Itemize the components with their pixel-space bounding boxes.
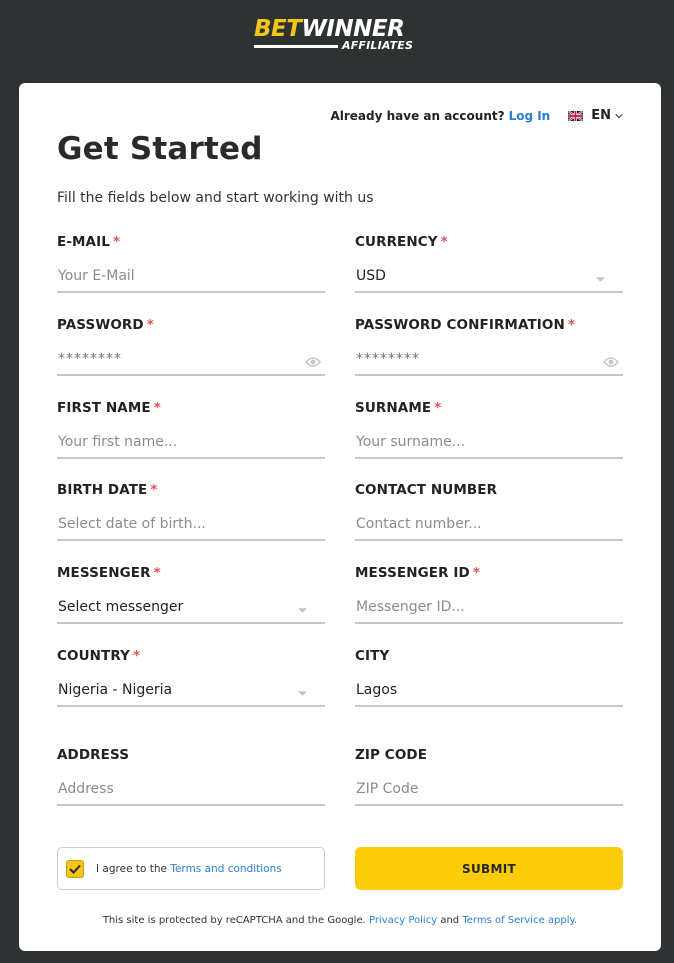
address-field — [57, 747, 325, 817]
password-label: PASSWORD — [57, 317, 144, 333]
first-name-field — [57, 400, 325, 470]
required-marker: * — [440, 234, 448, 250]
birth-date-input[interactable]: Select date of birth... — [57, 509, 325, 541]
recaptcha-notice — [19, 915, 661, 926]
eye-icon[interactable] — [305, 356, 321, 368]
first-name-input[interactable]: Your first name... — [57, 427, 325, 459]
logo-bet-text: BET — [254, 16, 302, 42]
messenger-select[interactable]: Select messenger — [57, 592, 325, 624]
dropdown-caret-icon — [596, 277, 605, 282]
required-marker: * — [133, 648, 141, 664]
account-bar — [330, 108, 623, 123]
currency-select[interactable]: USD — [355, 261, 623, 293]
agree-prefix: I agree to the — [96, 862, 167, 875]
privacy-policy-link[interactable]: Privacy Policy — [368, 915, 438, 926]
contact-number-field — [355, 482, 623, 552]
messenger-id-label: MESSENGER ID — [355, 565, 470, 581]
terms-link[interactable]: Terms and conditions — [170, 862, 282, 875]
language-code: EN — [591, 108, 611, 123]
chevron-down-icon — [615, 112, 623, 120]
email-input[interactable]: Your E-Mail — [57, 261, 325, 293]
birth-date-field — [57, 482, 325, 552]
required-marker: * — [112, 234, 121, 250]
eye-icon[interactable] — [603, 356, 619, 368]
logo-underline — [254, 45, 338, 48]
account-question: Already have an account? — [330, 108, 505, 123]
address-input[interactable]: Address — [57, 774, 325, 806]
city-field — [355, 648, 623, 718]
login-link[interactable]: Log In — [508, 108, 551, 123]
address-label: ADDRESS — [57, 747, 130, 763]
submit-button[interactable]: SUBMIT — [355, 847, 623, 890]
country-select[interactable]: Nigeria - Nigeria — [57, 675, 325, 707]
signup-card — [19, 83, 661, 951]
password-confirmation-input[interactable]: ******** — [355, 344, 623, 376]
password-confirmation-field — [355, 317, 623, 387]
uk-flag-icon — [568, 111, 583, 121]
required-marker: * — [472, 565, 481, 581]
first-name-label: FIRST NAME — [57, 400, 151, 416]
zip-code-field — [355, 747, 623, 817]
country-label: COUNTRY — [57, 648, 130, 664]
page-title: Get Started — [57, 131, 263, 167]
required-marker: * — [150, 482, 158, 498]
contact-number-input[interactable]: Contact number... — [355, 509, 623, 541]
messenger-label: MESSENGER — [57, 565, 151, 581]
required-marker: * — [146, 317, 154, 333]
password-confirmation-label: PASSWORD CONFIRMATION — [355, 317, 565, 333]
messenger-id-field — [355, 565, 623, 635]
contact-number-label: CONTACT NUMBER — [355, 482, 498, 498]
messenger-id-input[interactable]: Messenger ID... — [355, 592, 623, 624]
language-selector[interactable] — [568, 108, 623, 123]
messenger-field — [57, 565, 325, 635]
required-marker: * — [153, 400, 161, 416]
recaptcha-and: and — [440, 915, 460, 926]
logo-affiliates-text: AFFILIATES — [342, 39, 414, 52]
required-marker: * — [153, 565, 161, 581]
country-field — [57, 648, 325, 718]
logo-winner-text: WINNER — [301, 16, 405, 42]
checkmark-icon — [69, 864, 81, 874]
dropdown-caret-icon — [298, 691, 307, 696]
required-marker: * — [567, 317, 576, 333]
betwinner-affiliates-logo — [254, 16, 430, 54]
terms-agreement — [57, 847, 325, 890]
surname-label: SURNAME — [355, 400, 432, 416]
dropdown-caret-icon — [298, 608, 307, 613]
email-label: E-MAIL — [57, 234, 110, 250]
password-field — [57, 317, 325, 387]
required-marker: * — [434, 400, 442, 416]
password-input[interactable]: ******** — [57, 344, 325, 376]
terms-checkbox[interactable] — [66, 860, 84, 878]
surname-input[interactable]: Your surname... — [355, 427, 623, 459]
currency-field — [355, 234, 623, 304]
page-subtitle: Fill the fields below and start working with us — [57, 190, 374, 206]
terms-of-service-link[interactable]: Terms of Service apply. — [462, 915, 578, 926]
zip-code-label: ZIP CODE — [355, 747, 428, 763]
recaptcha-text: This site is protected by reCAPTCHA and the Google. — [102, 915, 366, 926]
city-label: CITY — [355, 648, 390, 664]
email-field — [57, 234, 325, 304]
surname-field — [355, 400, 623, 470]
city-input[interactable]: Lagos — [355, 675, 623, 707]
birth-date-label: BIRTH DATE — [57, 482, 148, 498]
currency-label: CURRENCY — [355, 234, 438, 250]
zip-code-input[interactable]: ZIP Code — [355, 774, 623, 806]
